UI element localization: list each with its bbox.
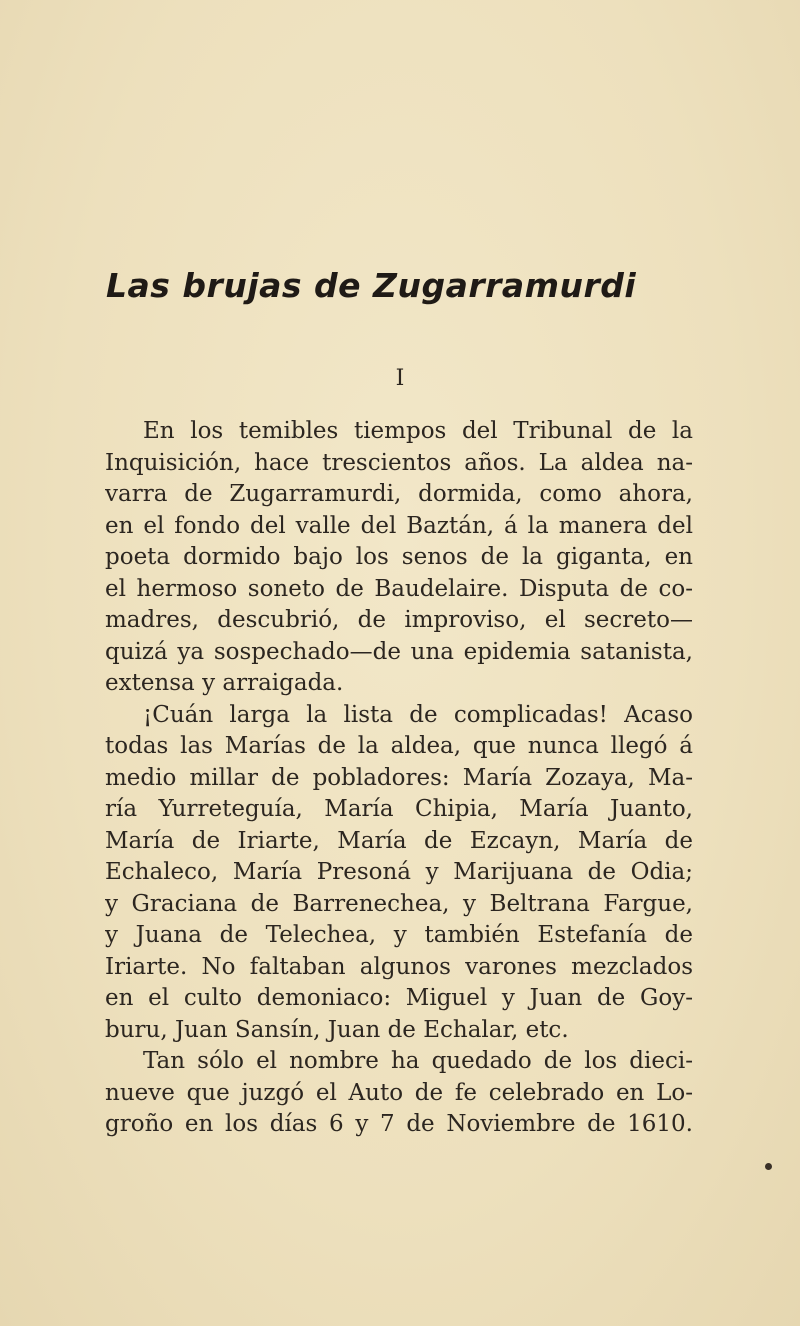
text-line: En los temibles tiempos del Tribunal de la bbox=[143, 418, 693, 444]
text-line: poeta dormido bajo los senos de la giganta, en bbox=[105, 544, 693, 570]
text-line: y Juana de Telechea, y también Estefanía de bbox=[105, 922, 693, 948]
text-line: buru, Juan Sansín, Juan de Echalar, etc. bbox=[105, 1016, 569, 1043]
ink-speck bbox=[765, 1163, 772, 1170]
text-line: nueve que juzgó el Auto de fe celebrado en Lo- bbox=[105, 1079, 693, 1106]
text-line: ¡Cuán larga la lista de complicadas! Acaso bbox=[143, 701, 693, 728]
body-text bbox=[105, 416, 693, 1141]
text-line: todas las Marías de la aldea, que nunca llegó á bbox=[105, 733, 693, 759]
text-line: Iriarte. No faltaban algunos varones mezclados bbox=[105, 953, 693, 980]
text-line: madres, descubrió, de improviso, el secreto— bbox=[105, 607, 693, 633]
text-line: en el fondo del valle del Baztán, á la manera del bbox=[105, 512, 693, 539]
text-line: Inquisición, hace trescientos años. La aldea na- bbox=[105, 449, 693, 476]
text-line: María de Iriarte, María de Ezcayn, María de bbox=[105, 827, 693, 854]
text-line: Tan sólo el nombre ha quedado de los dieci- bbox=[143, 1048, 693, 1074]
text-line: el hermoso soneto de Baudelaire. Disputa de co- bbox=[105, 575, 693, 602]
text-line: quizá ya sospechado—de una epidemia satanista, bbox=[105, 638, 693, 665]
text-line: extensa y arraigada. bbox=[105, 670, 344, 696]
text-line: varra de Zugarramurdi, dormida, como ahora, bbox=[105, 481, 693, 507]
text-line: en el culto demoniaco: Miguel y Juan de Goy- bbox=[105, 985, 693, 1011]
text-line: groño en los días 6 y 7 de Noviembre de 1610. bbox=[105, 1111, 693, 1137]
page-title: Las brujas de Zugarramurdi bbox=[106, 266, 637, 305]
text-line: Echaleco, María Presoná y Marijuana de Odia; bbox=[105, 859, 693, 885]
chapter-number: I bbox=[395, 366, 405, 391]
text-line: y Graciana de Barrenechea, y Beltrana Fargue, bbox=[105, 890, 693, 917]
text-line: medio millar de pobladores: María Zozaya, Ma- bbox=[105, 764, 693, 791]
text-line: ría Yurreteguía, María Chipia, María Juanto, bbox=[105, 796, 693, 822]
